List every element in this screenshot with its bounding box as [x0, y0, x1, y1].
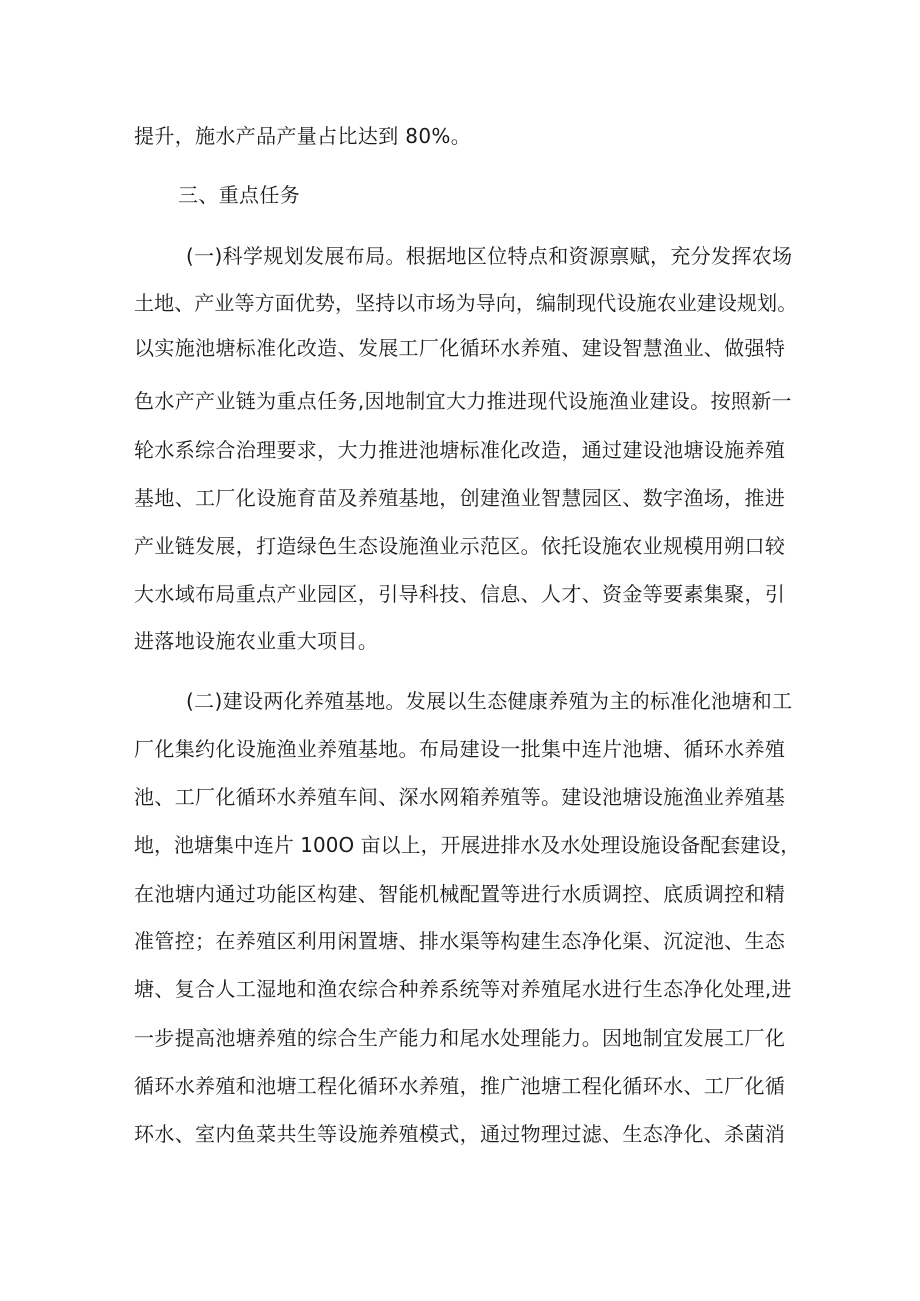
- paragraph-line: 产业链发展，打造绿色生态设施渔业示范区。依托设施农业规模用朔口较: [134, 534, 786, 558]
- paragraph-line: 准管控；在养殖区利用闲置塘、排水渠等构建生态净化渠、沉淀池、生态: [134, 929, 786, 953]
- paragraph-line: 池、工厂化循环水养殖车间、深水网箱养殖等。建设池塘设施渔业养殖基: [134, 785, 786, 809]
- paragraph-line: 厂化集约化设施渔业养殖基地。布局建设一批集中连片池塘、循环水养殖: [134, 737, 786, 761]
- section-heading: 三、重点任务: [178, 183, 301, 207]
- paragraph-line: 地，池塘集中连片 100O 亩以上，开展进排水及水处理设施设备配套建设，: [134, 833, 801, 857]
- paragraph-line: 色水产产业链为重点任务,因地制宜大力推进现代设施渔业建设。按照新一: [134, 389, 792, 413]
- paragraph-line: 循环水养殖和池塘工程化循环水养殖，推广池塘工程化循环水、工厂化循: [134, 1074, 786, 1098]
- paragraph-line: 塘、复合人工湿地和渔农综合种养系统等对养殖尾水进行生态净化处理,进: [134, 977, 792, 1001]
- paragraph-line: 一步提高池塘养殖的综合生产能力和尾水处理能力。因地制宜发展工厂化: [134, 1026, 786, 1050]
- paragraph-line: 轮水系综合治理要求，大力推进池塘标准化改造，通过建设池塘设施养殖: [134, 438, 786, 462]
- paragraph-line: (一)科学规划发展布局。根据地区位特点和资源禀赋，充分发挥农场: [186, 244, 793, 268]
- paragraph-line: 土地、产业等方面优势，坚持以市场为导向，编制现代设施农业建设规划。: [134, 291, 798, 315]
- paragraph-line: 大水域布局重点产业园区，引导科技、信息、人才、资金等要素集聚，引: [134, 582, 786, 606]
- paragraph-line: 在池塘内通过功能区构建、智能机械配置等进行水质调控、底质调控和精: [134, 882, 786, 906]
- paragraph-line: 基地、工厂化设施育苗及养殖基地，创建渔业智慧园区、数字渔场，推进: [134, 486, 786, 510]
- paragraph-line: 进落地设施农业重大项目。: [134, 629, 379, 653]
- paragraph-line: 以实施池塘标准化改造、发展工厂化循环水养殖、建设智慧渔业、做强特: [134, 336, 786, 360]
- intro-line: 提升，施水产品产量占比达到 80%。: [134, 124, 472, 148]
- paragraph-line: (二)建设两化养殖基地。发展以生态健康养殖为主的标准化池塘和工: [186, 689, 793, 713]
- paragraph-line: 环水、室内鱼菜共生等设施养殖模式，通过物理过滤、生态净化、杀菌消: [134, 1122, 786, 1146]
